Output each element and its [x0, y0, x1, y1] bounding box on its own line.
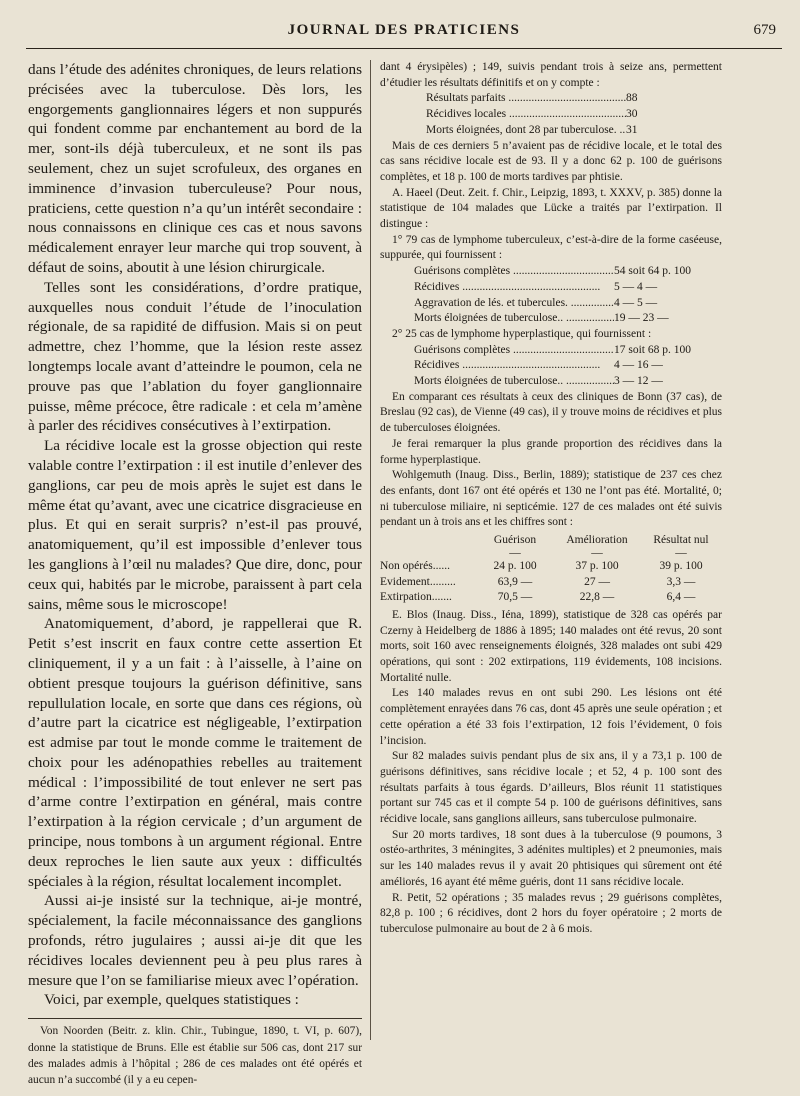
stat-row: [414, 280, 722, 296]
paragraph: Je ferai remarquer la plus grande proportion des récidives dans la forme hyperplastique.: [380, 437, 722, 466]
table-row: [380, 575, 722, 591]
paragraph: La récidive locale est la grosse objection qui reste valable contre l’extirpation : il est inutile d’enlever des ganglions, car peu de mois après le sujet est dans le même état qu’avant, avec une cicatrice disgracieuse en plus. Et qui en serait surpris? n’est-il pas prouvé, anatomiquement, qu’il est impossible d’enlever tous les ganglions à l’œil nu malades? Que dire, donc, pour ceux qui, habités par le microbe, paraissent à part cela sains, même sous le microscope!: [28, 437, 362, 613]
table-cell: Evidement.........: [380, 575, 456, 588]
stat-row: [414, 343, 722, 359]
table-header-rule: — — —: [509, 546, 687, 559]
paragraph: Sur 20 morts tardives, 18 sont dues à la tuberculose (9 poumons, 3 ostéo-arthrites, 3 méningites, 3 adénites multiples) et 2 pneumonies, mais sur les 140 malades revus il y avait 20 phtisiques qui sûrement ont été améliorés, 16 ayant été même guéris, dont 11 sans récidive locale.: [380, 828, 722, 888]
table-header-cell: Guérison: [493, 534, 537, 547]
stat-label: Récidives locales .....: [426, 107, 626, 123]
paragraph: Telles sont les considérations, d’ordre pratique, auxquelles nous conduit l’étude de l’inoculation régionale, de sa rapidité de diffusion. Mais si on peut admettre, chez l’homme, que la lésion reste assez longtemps locale avant d’atteindre le poumon, cela ne prouve pas que l’ablation du foyer ganglionnaire puisse, même précoce, être radicale : et cela m’amène à parler des récidives consécutives à l’extirpation.: [28, 278, 362, 435]
table-cell: 22,8 —: [579, 591, 615, 604]
stat-value: 31: [626, 123, 638, 136]
stat-label: Guérisons complètes .....: [414, 343, 614, 359]
paragraph: 2° 25 cas de lymphome hyperplastique, qui fournissent :: [392, 327, 652, 340]
table-header-cell: Amélioration: [566, 534, 628, 547]
stat-value: 30: [626, 108, 638, 121]
table-row: [380, 559, 722, 575]
right-column: [380, 60, 722, 938]
paragraph: R. Petit, 52 opérations ; 35 malades revus ; 29 guérisons complètes, 82,8 p. 100 ; 6 récidives, dont 2 hors du foyer opératoire ; 2 morts de tuberculose pulmonaire au bout de 2 à 6 mois.: [380, 891, 722, 935]
paragraph: En comparant ces résultats à ceux des cliniques de Bonn (37 cas), de Breslau (92 cas), de Vienne (49 cas), il y trouve moins de récidives et plus de tuberculoses éloignées.: [380, 390, 722, 435]
table-cell: 3,3 —: [666, 575, 696, 588]
paragraph: Les 140 malades revus en ont subi 290. Les lésions ont été complètement enrayées dans 76 cas, dont 45 après une seule opération ; et cette opération a été 33 fois l’extirpation, 12 fois l’évidement, 0 fois l’incision.: [380, 687, 722, 747]
paragraph: dans l’étude des adénites chroniques, de leurs relations précisées avec la tuberculose. Dès lors, les engorgements ganglionnaires légers et non suppurés qui fondent comme par enchantement au bord de la mer, sont-ils déjà tuberculeux, et ne sont ils pas seulement, chez un sujet scrofuleux, des organes en imminence d’invasion tuberculeuse? Pour nous, praticiens, cette question n’a qu’un intérêt secondaire : nous connaissons en clinique ces cas et nous savons médicalement enrayer leur marche qui trop souvent, à défaut de soins, aboutit à une lésion chirurgicale.: [28, 61, 362, 276]
table-header-cell: [380, 533, 476, 549]
table-cell: 70,5 —: [497, 591, 533, 604]
stats-bruns: [380, 91, 722, 138]
stat-label: Morts éloignées, dont 28 par tuberculose. .....: [426, 123, 626, 139]
table-cell: Non opérés......: [380, 559, 450, 572]
stat-value: 4 — 5 —: [614, 296, 658, 309]
stat-value: 19 — 23 —: [614, 312, 669, 325]
paragraph: dant 4 érysipèles) ; 149, suivis pendant trois à seize ans, permettent d’étudier les résultats définitifs et on y compte :: [380, 61, 722, 89]
paragraph: 1° 79 cas de lymphome tuberculeux, c’est-à-dire de la forme caséeuse, suppurée, qui fournissent :: [380, 233, 722, 262]
stat-label: Récidives .....: [414, 280, 614, 296]
table-cell: 39 p. 100: [659, 559, 703, 572]
page-number: 679: [753, 22, 776, 38]
stats-lymphome-tuberculeux: [380, 264, 722, 327]
stat-label: Aggravation de lés. et tubercules. .....: [414, 296, 614, 312]
stat-row: [426, 123, 722, 139]
paragraph: Wohlgemuth (Inaug. Diss., Berlin, 1889); statistique de 237 ces chez des enfants, dont 167 ont été opérés et 130 ne l’ont pas été. Mortalité, 0; ni tuberculose miliaire, ni septicémie. 127 de ces malades ont été suivis pendant un à trois ans et les chiffres sont :: [380, 469, 722, 529]
stat-value: 5 — 4 —: [614, 280, 658, 293]
paragraph: Anatomiquement, d’abord, je rappellerai que R. Petit s’est inscrit en faux contre cette assertion Et cliniquement, il y a un fait : à l’aisselle, à l’aine on obtient presque toujours la guérison définitive, sans repullulation locale, en sorte que dans ces régions, où d’autre part la cicatrice est négligeable, l’extirpation est admise par tout le monde comme le traitement de choix pour les adénopathies rebelles au traitement médical : l’impossibilité de tout enlever ne sert pas d’arme contre l’extirpation en général, mais contre l’extirpation à la région cervicale ; d’un argument de principe, nous tombons à un argument régional. Entre deux reproches le lien saute aux yeux : difficultés spéciales à la région, résultat localement incomplet.: [28, 615, 362, 890]
table-header-row: [380, 533, 722, 549]
table-cell: 27 —: [584, 575, 610, 588]
stat-label: Morts éloignées de tuberculose.. .....: [414, 311, 614, 327]
results-table: [380, 533, 722, 606]
stat-value: 17 soit 68 p. 100: [614, 343, 691, 356]
stat-label: Récidives .....: [414, 358, 614, 374]
page-header: [26, 18, 782, 49]
stat-row: [414, 311, 722, 327]
stat-value: 3 — 12 —: [614, 375, 663, 388]
table-cell: 37 p. 100: [575, 559, 619, 572]
stat-row: [414, 358, 722, 374]
stat-row: [426, 91, 722, 107]
paragraph: A. Haeel (Deut. Zeit. f. Chir., Leipzig, 1893, t. XXXV, p. 385) donne la statistique de 104 malades que Lücke a traités par l’extirpation. Il distingue :: [380, 186, 722, 231]
paragraph: Sur 82 malades suivis pendant plus de six ans, il y a 73,1 p. 100 de guérisons définitives, sans récidive locale ; et 52, 4 p. 100 sont des résultats parfaits à tous égards. D’ailleurs, Blos réunit 11 statistiques portant sur 745 cas et il compte 54 p. 100 de guérisons définitives, sans récidive locale, sans ganglions ailleurs, sans tuberculose pulmonaire.: [380, 750, 722, 826]
stat-row: [426, 107, 722, 123]
table-cell: Extirpation.......: [380, 591, 452, 604]
table-cell: 63,9 —: [497, 575, 533, 588]
journal-title: JOURNAL DES PRATICIENS: [287, 22, 521, 38]
paragraph: E. Blos (Inaug. Diss., Iéna, 1899), statistique de 328 cas opérés par Czerny à Heidelberg de 1886 à 1895; 140 malades ont été revus, 20 sont morts, soit 160 avec renseignements éloignés, 328 malades ont subi 429 opérations, qui sont : 202 extirpations, 119 évidements, 108 incisions. Mortalité nulle.: [380, 608, 722, 684]
table-row: [380, 590, 722, 606]
stat-value: 4 — 16 —: [614, 359, 663, 372]
table-header-cell: Résultat nul: [653, 534, 709, 547]
paragraph: Aussi ai-je insisté sur la technique, ai-je montré, spécialement, la facile méconnaissance des ganglions profonds, rétro jugulaires ; aussi ai-je dit que les récidives locales deviennent peu à peu plus rares à mesure que l’on se familiarise mieux avec l’opération.: [28, 892, 362, 989]
stat-label: Morts éloignées de tuberculose.. .....: [414, 374, 614, 390]
stat-value: 88: [626, 92, 638, 105]
column-divider: [370, 60, 371, 1040]
table-cell: 24 p. 100: [493, 559, 537, 572]
stat-row: [414, 264, 722, 280]
stats-lymphome-hyperplastique: [380, 343, 722, 390]
stat-row: [414, 374, 722, 390]
footnote: Von Noorden (Beitr. z. klin. Chir., Tubingue, 1890, t. VI, p. 607), donne la statistique de Bruns. Elle est établie sur 506 cas, dont 217 sur des malades admis à l’hôpital ; 286 de ces malades ont été opérés et aucun n’a succombé (il y a eu cepen-: [28, 1018, 362, 1089]
stat-row: [414, 296, 722, 312]
stat-label: Résultats parfaits .....: [426, 91, 626, 107]
left-column: [28, 60, 362, 1089]
paragraph: Voici, par exemple, quelques statistiques :: [44, 991, 299, 1009]
stat-value: 54 soit 64 p. 100: [614, 265, 691, 278]
paragraph: Mais de ces derniers 5 n’avaient pas de récidive locale, et le total des cas sans récidive locale est de 93. Il y a donc 62 p. 100 de guérisons complètes, et 18 p. 100 de morts tardives par phtisie.: [380, 139, 722, 183]
table-cell: 6,4 —: [666, 591, 696, 604]
stat-label: Guérisons complètes .....: [414, 264, 614, 280]
